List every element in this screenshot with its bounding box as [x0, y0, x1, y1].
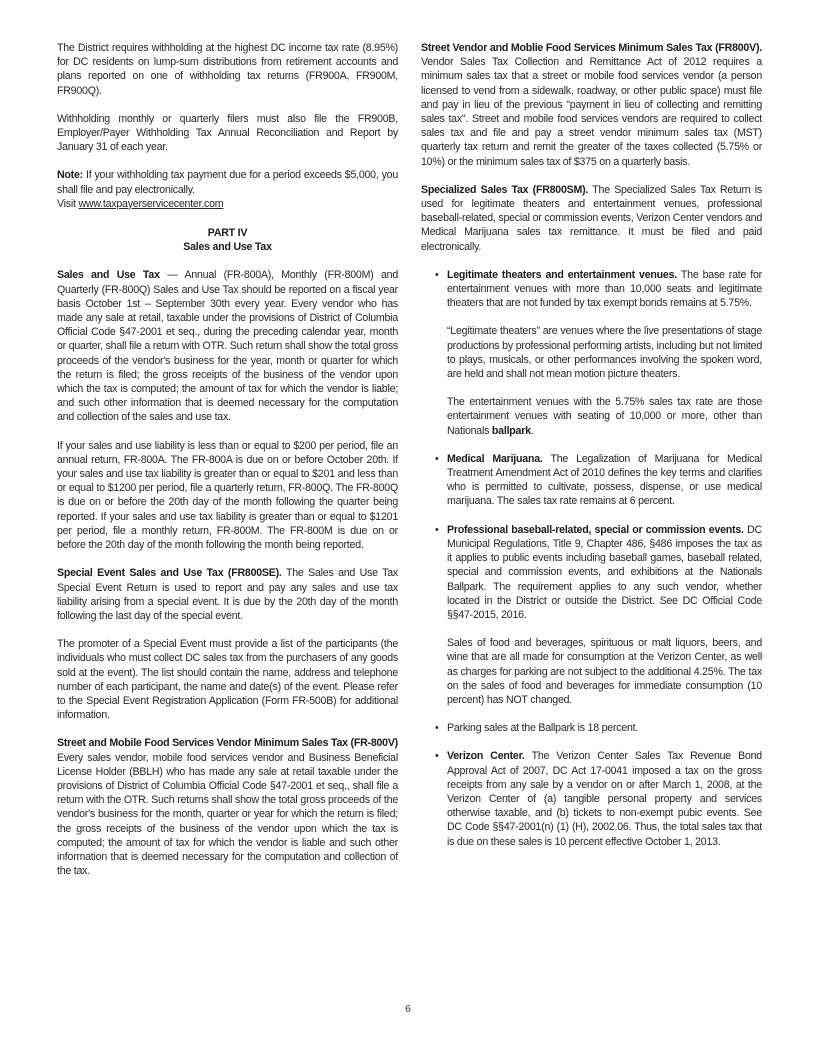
- paragraph-lead: Street and Mobile Food Services Vendor Minimum Sales Tax (FR-800V): [57, 737, 398, 750]
- bullet-lead: Medical Marijuana.: [447, 452, 543, 465]
- bullet-bold-word: ballpark: [491, 424, 531, 437]
- paragraph-lead: Sales and Use Tax: [57, 269, 160, 282]
- bullet-icon: [435, 721, 439, 735]
- bullet-icon: [435, 749, 439, 763]
- paragraph-text: The Specialized Sales Tax Return is used for legitimate theaters and entertainment venues, professional baseball-related, special or commission events, Verizon Center vendors and Medical Marijuana sales tax remittance. It must be filed and paid electronically.: [421, 183, 762, 253]
- bullet-item-parking-sales: [435, 721, 762, 735]
- paragraph-special-event-tax: [57, 566, 398, 623]
- paragraph-specialized-sales-tax: [421, 183, 762, 254]
- paragraph-text: The promoter of a Special Event must provide a list of the participants (the individuals who must collect DC sales tax from the purchasers of any goods sold at the event). The list should contain the name, address and telephone number of each participant, the name and date(s) of the event. Please refer to the Special Event Registration Application (Form FR-500B) for additional information.: [57, 638, 398, 722]
- bullet-text: DC Municipal Regulations, Title 9, Chapter 486, §486 imposes the tax as it applies to public events including baseball games, baseball related, special and commission events, and exhibitions at the Nationals Ballpark. The requirement applies to any such vendor, whether located in the District or outside the District. See DC Official Code §§47-2015, 2016.: [447, 523, 762, 621]
- bullet-text: Parking sales at the Ballpark is 18 percent.: [447, 722, 639, 735]
- bullet-body: [447, 721, 762, 735]
- left-column: [57, 41, 398, 892]
- paragraph-street-mobile-vendor: [57, 736, 398, 878]
- taxpayer-service-center-link[interactable]: www.taxpayerservicecenter.com: [78, 197, 224, 210]
- bullet-text: Sales of food and beverages, spirituous or malt liquors, beers, and wine that are all made for consumption at the Verizon Center, as well as charges for parking are not subject to the additional 4.25%. The tax on the sales of food and beverages for immediate consumption (10 percent) has NOT changed.: [447, 637, 762, 706]
- bullet-lead: Legitimate theaters and entertainment venues.: [447, 268, 677, 281]
- bullet-lead: Professional baseball-related, special or commission events.: [447, 523, 744, 536]
- bullet-icon: [435, 452, 439, 466]
- bullet-text: The Legalization of Marijuana for Medical Treatment Amendment Act of 2010 defines the key terms and clarifies who is permitted to cultivate, possess, dispense, or use medical marijuana. The sales tax rate remains at 6 percent.: [447, 452, 762, 508]
- paragraph-liability-thresholds: [57, 439, 398, 553]
- right-column: [421, 41, 762, 892]
- bullet-item-legitimate-theaters: [435, 268, 762, 438]
- bullet-body: [447, 452, 762, 509]
- bullet-subparagraph: [447, 324, 762, 381]
- paragraph-lead: Special Event Sales and Use Tax (FR800SE).: [57, 567, 282, 580]
- bullet-paragraph: [447, 452, 762, 509]
- bullet-paragraph: [447, 523, 762, 622]
- paragraph-lead: Street Vendor and Moblie Food Services Minimum Sales Tax (FR800V).: [421, 42, 762, 54]
- bullet-paragraph: [447, 721, 762, 735]
- paragraph-note: [57, 168, 398, 211]
- paragraph-withholding-rate: [57, 41, 398, 98]
- paragraph-text: The Sales and Use Tax Special Event Return is used to report and pay any sales and use tax liability arising from a special event. It is due by the 20th day of the month following the last day of the special event.: [57, 567, 398, 622]
- bullet-item-medical-marijuana: [435, 452, 762, 509]
- bullet-item-verizon-center: [435, 749, 762, 848]
- paragraph-text: Withholding monthly or quarterly filers must also file the FR900B, Employer/Payer Withholding Tax Annual Reconciliation and Report by January 31 of each year.: [57, 112, 398, 154]
- bullet-text: The base rate for entertainment venues with more than 10,000 seats and legitimate theaters that are not funded by tax exempt bonds remains at 5.75%.: [447, 268, 762, 310]
- bullet-item-professional-baseball: [435, 523, 762, 707]
- bullet-paragraph: [447, 268, 762, 311]
- paragraph-promoter: [57, 637, 398, 722]
- bullet-paragraph: [447, 749, 762, 848]
- bullet-body: [447, 523, 762, 707]
- paragraph-text: If your sales and use liability is less than or equal to $200 per period, file an annual return, FR-800A. The FR-800A is due on or before October 20th. If your sales and use tax liability is greater than or equal to $201 and less than or equal to $1200 per period, file a quarterly return, FR-800Q. The FR-800Q is due on or before the 20th day of the month following the quarter being reported. If your sales and use tax liability is greater than or equal to $1201 per period, file a monthly return, FR-800M. The FR-800M is due on or before the 20th day of the month following the month being reported.: [57, 439, 398, 552]
- bullet-lead: Verizon Center.: [447, 750, 525, 763]
- paragraph-text: Vendor Sales Tax Collection and Remittance Act of 2012 requires a minimum sales tax that a street or mobile food services vendor (a person licensed to vend from a sidewalk, roadway, or other public space) must file and pay in lieu of the previous "payment in lieu of collecting and remitting sales tax". Street and mobile food services vendors are required to collect sales tax and file and pay a street vendor minimum sales tax (MST) quarterly tax return and remit the greater of the taxes collected (5.75% or 10%) or the minimum sales tax of $375 on a quarterly basis.: [421, 56, 762, 168]
- note-label: Note:: [57, 169, 83, 182]
- part-iv-heading: [57, 226, 398, 254]
- paragraph-sales-and-use-tax: [57, 268, 398, 424]
- two-column-layout: [57, 41, 763, 892]
- paragraph-lead: Specialized Sales Tax (FR800SM).: [421, 183, 589, 196]
- specialized-tax-bullet-list: [435, 268, 762, 849]
- page-number: 6: [405, 1003, 411, 1015]
- note-text: If your withholding tax payment due for a period exceeds $5,000, you shall file and pay electronically.: [57, 169, 398, 196]
- bullet-subparagraph: [447, 395, 762, 438]
- paragraph-street-vendor-mst: [421, 41, 762, 169]
- paragraph-annual-reconciliation: [57, 112, 398, 155]
- paragraph-text: Every sales vendor, mobile food services vendor and Business Beneficial License Holder (BBLH) who has made any sale at retail taxable under the provisions of District of Columbia Official Code §47-2001 et seq., shall file a return with the OTR. Such returns shall show the total gross proceeds of the vendor's business for the month, quarter or year for which the return is filed; the gross receipts of the business of the vendor upon which the tax is computed; the amount of tax for which the vendor is liable and such other information that is deemed necessary for the computation and collection of the tax.: [57, 751, 398, 878]
- paragraph-text: — Annual (FR-800A), Monthly (FR-800M) and Quarterly (FR-800Q) Sales and Use Tax should be reported on a fiscal year basis October 1st – September 30th every year. Every vendor who has made any sale at retail, taxable under the provisions of District of Columbia Official Code §47-2001 et seq., during the preceding calendar year, month or quarter, shall file a return with OTR. Such return shall show the total gross proceeds of the vendor's business for the year, month or quarter for which the return is filed; the gross receipts of the business of the vendor upon which the tax is computed; the amount of tax for which the vendor is liable; and such other information that is deemed necessary for the computation and collection of the sales and use tax.: [57, 269, 398, 424]
- paragraph-text: The District requires withholding at the highest DC income tax rate (8.95%) for DC residents on lump-sum distributions from retirement accounts and plans reported on one of withholding tax returns (FR900A, FR900M, FR900Q).: [57, 42, 398, 97]
- bullet-subparagraph: [447, 636, 762, 707]
- part-heading-line2: Sales and Use Tax: [183, 241, 272, 254]
- bullet-text: The Verizon Center Sales Tax Revenue Bond Approval Act of 2007, DC Act 17-0041 imposed a tax on the gross receipts from any sale by a vendor on or after March 1, 2008, at the Verizon Center of (a) tangible personal property and services otherwise taxable, and (b) tickets to non-exempt pubic events. See DC Code §§47-2001(n) (1) (H), 2002.06. Thus, the total sales tax that is due on these sales is 10 percent effective October 1, 2013.: [447, 750, 762, 848]
- bullet-icon: [435, 268, 439, 282]
- part-heading-line1: PART IV: [207, 227, 248, 240]
- bullet-icon: [435, 523, 439, 537]
- bullet-text: “Legitimate theaters” are venues where the live presentations of stage productions by professional performing artists, including but not limited to plays, musicals, or other performances involving the spoken word, are held and shall not mean motion picture theaters.: [447, 325, 762, 381]
- bullet-body: [447, 749, 762, 848]
- bullet-body: [447, 268, 762, 438]
- bullet-text: .: [530, 424, 534, 437]
- visit-label: Visit: [57, 197, 76, 210]
- bullet-text: The entertainment venues with the 5.75% sales tax rate are those entertainment venues with seating of 10,000 or more, other than Nationals: [447, 396, 762, 437]
